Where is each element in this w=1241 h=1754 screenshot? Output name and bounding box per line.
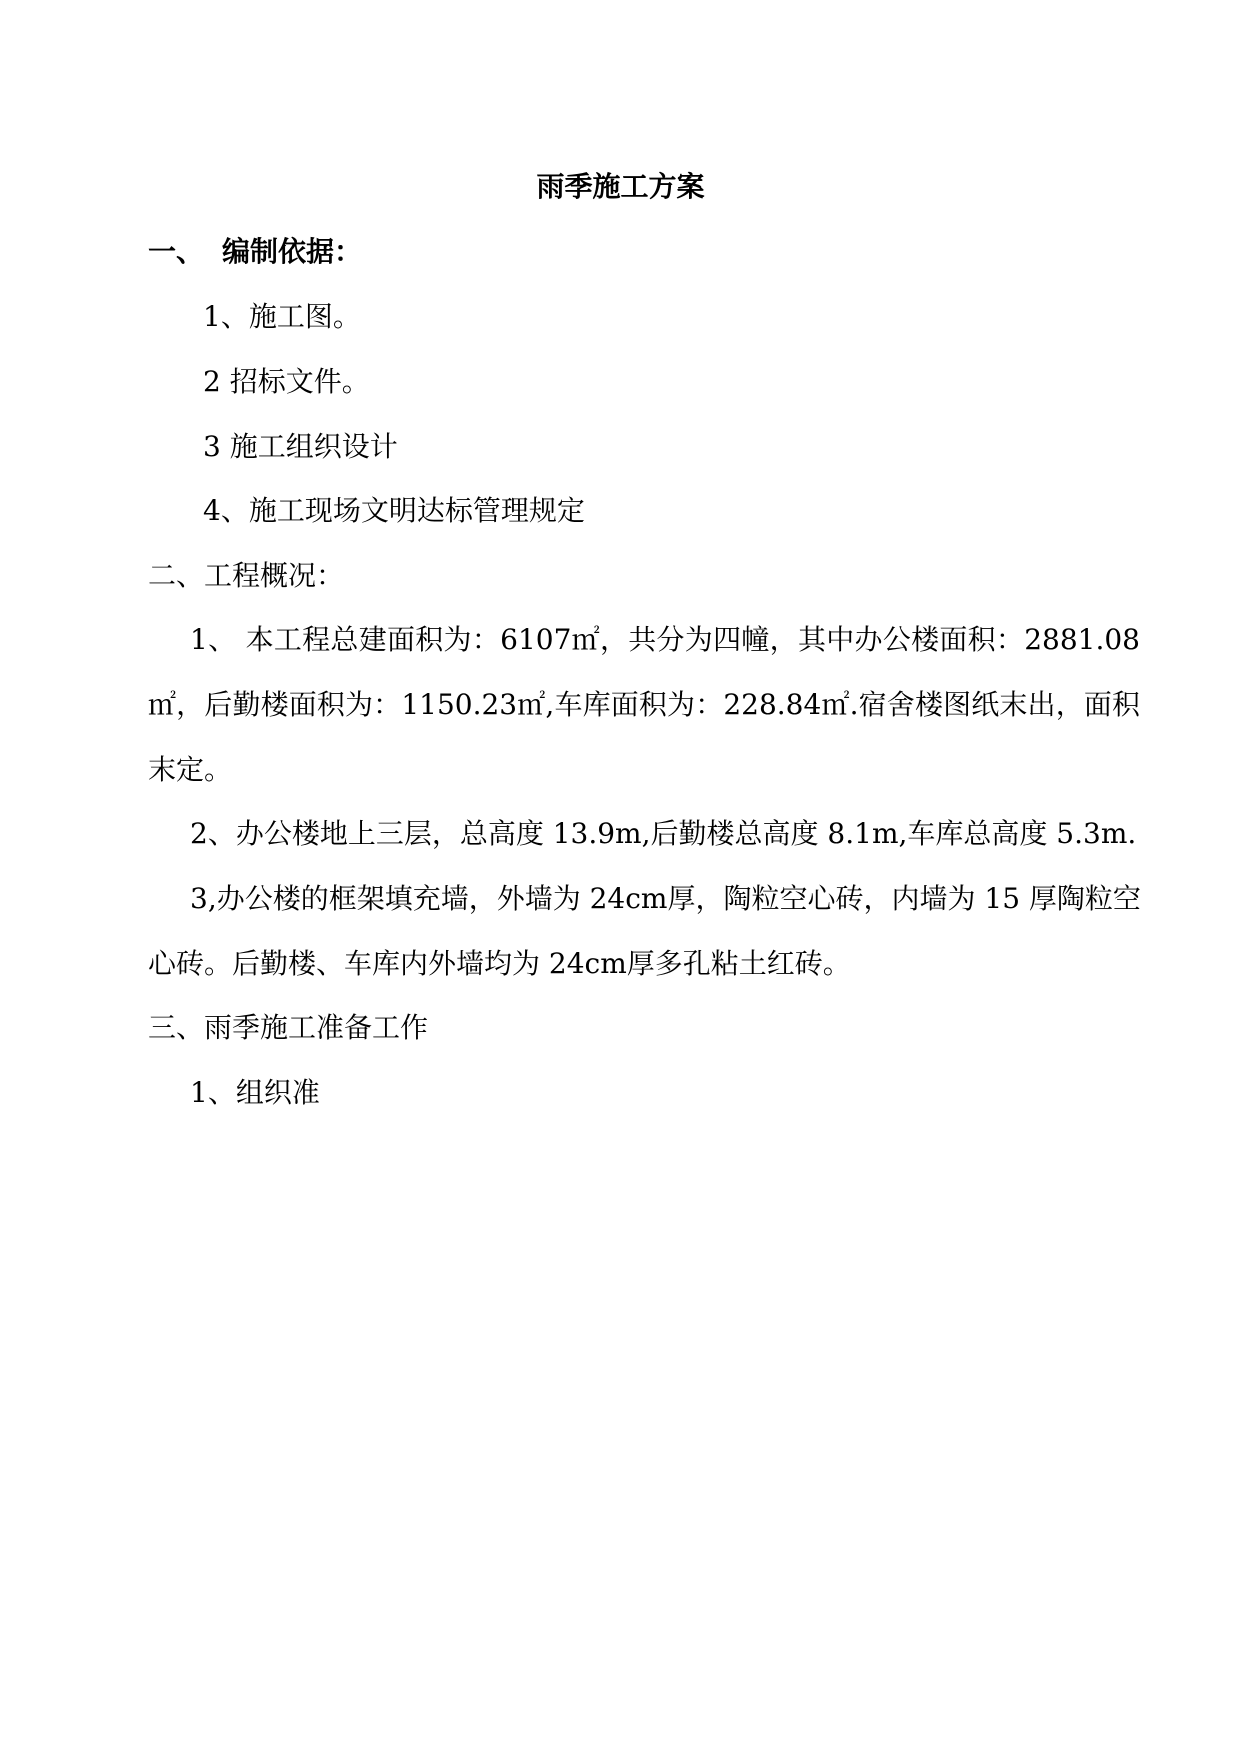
section1-item-4: 4、施工现场文明达标管理规定 <box>203 494 585 527</box>
section3-heading: 三、雨季施工准备工作 <box>148 1011 429 1044</box>
section2-p1-line3: 末定。 <box>148 753 233 786</box>
section1-item-1: 1、施工图。 <box>203 300 361 333</box>
section2-p3-line1: 3,办公楼的框架填充墙，外墙为 24cm厚，陶粒空心砖，内墙为 15 厚陶粒空 <box>190 882 1141 915</box>
section1-heading: 编制依据： <box>222 235 363 268</box>
section1-item-3: 3 施工组织设计 <box>203 430 398 463</box>
document-title: 雨季施工方案 <box>536 170 705 203</box>
section3-item-1: 1、组织准 <box>190 1076 320 1109</box>
section2-p1-line2: ㎡，后勤楼面积为：1150.23㎡,车库面积为：228.84㎡.宿舍楼图纸末出，面积 <box>148 688 1140 721</box>
section2-p3-line2: 心砖。后勤楼、车库内外墙均为 24cm厚多孔粘土红砖。 <box>148 947 851 980</box>
section2-p1-line1: 1、 本工程总建面积为：6107㎡，共分为四幢，其中办公楼面积：2881.08 <box>190 623 1140 656</box>
section1-number: 一、 <box>148 235 205 268</box>
section2-heading: 二、工程概况： <box>148 559 345 592</box>
section1-item-2: 2 招标文件。 <box>203 365 370 398</box>
section2-p2: 2、办公楼地上三层，总高度 13.9m,后勤楼总高度 8.1m,车库总高度 5.3m. <box>190 817 1137 850</box>
